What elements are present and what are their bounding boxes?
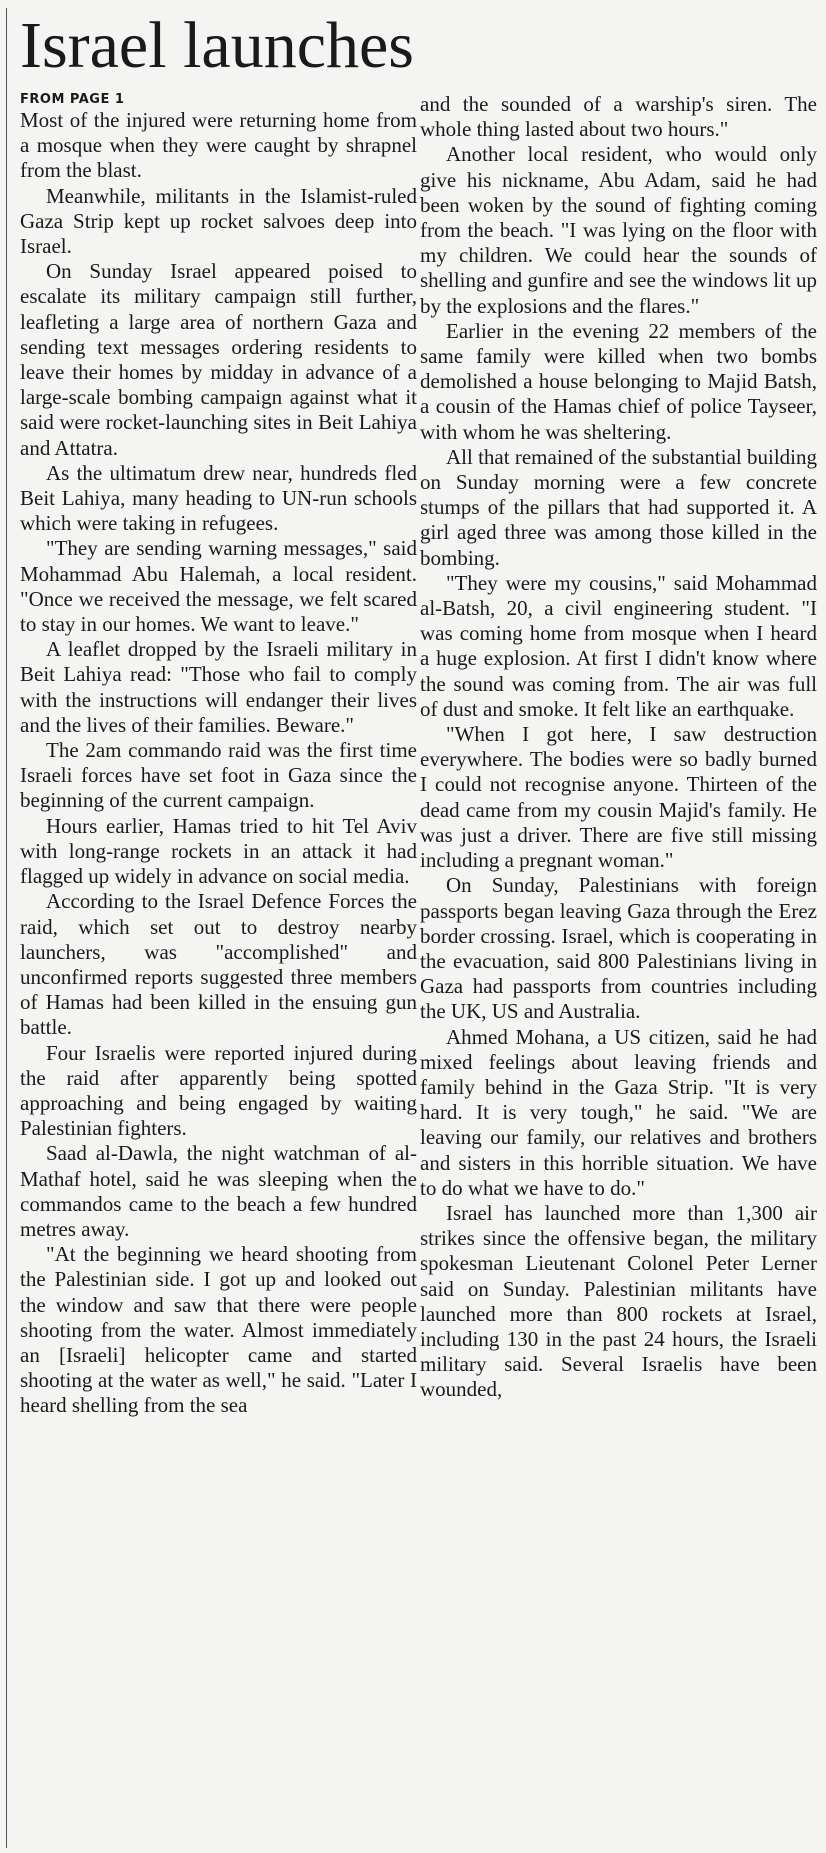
- paragraph: On Sunday Israel appeared poised to escalate its military campaign still further, leafleting a large area of northern Gaza and sending text messages ordering residents to leave their homes by midday in advance of a large-scale bombing campaign against what it said were rocket-launching sites in Beit Lahiya and Attatra.: [20, 259, 417, 460]
- paragraph: Meanwhile, militants in the Islamist-ruled Gaza Strip kept up rocket salvoes deep into Israel.: [20, 183, 417, 259]
- paragraph: Another local resident, who would only give his nickname, Abu Adam, said he had been woken by the sound of fighting coming from the beach. "I was lying on the floor with my children. We could hear the sounds of shelling and gunfire and see the windows lit up by the explosions and the flares.": [420, 142, 817, 318]
- paragraph: Four Israelis were reported injured during the raid after apparently being spotted approaching and being engaged by waiting Palestinian fighters.: [20, 1040, 417, 1141]
- paragraph: "They were my cousins," said Mohammad al-Batsh, 20, a civil engineering student. "I was coming home from mosque when I heard a huge explosion. At first I didn't know where the sound was coming from. The air was full of dust and smoke. It felt like an earthquake.: [420, 570, 817, 721]
- paragraph-continuation: and the sounded of a warship's siren. The whole thing lasted about two hours.": [420, 92, 817, 142]
- paragraph: All that remained of the substantial building on Sunday morning were a few concrete stumps of the pillars that had supported it. A girl aged three was among those killed in the bombing.: [420, 444, 817, 570]
- paragraph: A leaflet dropped by the Israeli military in Beit Lahiya read: "Those who fail to comply with the instructions will endanger their lives and the lives of their families. Beware.": [20, 637, 417, 737]
- paragraph: "At the beginning we heard shooting from the Palestinian side. I got up and looked out the window and saw that there were people shooting from the water. Almost immediately an [Israeli] helicopter came and started shooting at the water as well," he said. "Later I heard shelling from the sea: [20, 1242, 417, 1418]
- article-column-left: [20, 92, 417, 1419]
- paragraph: The 2am commando raid was the first time Israeli forces have set foot in Gaza since the beginning of the current campaign.: [20, 738, 417, 813]
- paragraph: Saad al-Dawla, the night watchman of al-Mathaf hotel, said he was sleeping when the commandos came to the beach a few hundred metres away.: [20, 1141, 417, 1241]
- paragraph: Most of the injured were returning home from a mosque when they were caught by shrapnel from the blast.: [20, 108, 417, 183]
- paragraph: Hours earlier, Hamas tried to hit Tel Aviv with long-range rockets in an attack it had flagged up widely in advance on social media.: [20, 813, 417, 889]
- paragraph: As the ultimatum drew near, hundreds fled Beit Lahiya, many heading to UN-run schools which were taking in refugees.: [20, 460, 417, 536]
- column-rule: [6, 8, 7, 1848]
- article-column-right: [420, 92, 817, 1403]
- paragraph: Israel has launched more than 1,300 air strikes since the offensive began, the military spokesman Lieutenant Colonel Peter Lerner said on Sunday. Palestinian militants have launched more than 800 rockets at Israel, including 130 in the past 24 hours, the Israeli military said. Several Israelis have been wounded,: [420, 1200, 817, 1402]
- paragraph: Earlier in the evening 22 members of the same family were killed when two bombs demolished a house belonging to Majid Batsh, a cousin of the Hamas chief of police Tayseer, with whom he was sheltering.: [420, 318, 817, 444]
- paragraph: On Sunday, Palestinians with foreign passports began leaving Gaza through the Erez border crossing. Israel, which is cooperating in the evacuation, said 800 Palestinians living in Gaza had passports from countries including the UK, US and Australia.: [420, 873, 817, 1024]
- paragraph: "They are sending warning messages," said Mohammad Abu Halemah, a local resident. "Once we received the message, we felt scared to stay in our homes. We want to leave.": [20, 536, 417, 637]
- paragraph: According to the Israel Defence Forces the raid, which set out to destroy nearby launchers, was "accomplished" and unconfirmed reports suggested three members of Hamas had been killed in the ensuing gun battle.: [20, 889, 417, 1040]
- paragraph: "When I got here, I saw destruction everywhere. The bodies were so badly burned I could not recognise anyone. Thirteen of the dead came from my cousin Majid's family. He was just a driver. There are five still missing including a pregnant woman.": [420, 722, 817, 873]
- kicker: FROM PAGE 1: [20, 92, 125, 107]
- headline: Israel launches: [20, 9, 414, 82]
- paragraph: Ahmed Mohana, a US citizen, said he had mixed feelings about leaving friends and family behind in the Gaza Strip. "It is very hard. It is very tough," he said. "We are leaving our family, our relatives and brothers and sisters in this horrible situation. We have to do what we have to do.": [420, 1024, 817, 1200]
